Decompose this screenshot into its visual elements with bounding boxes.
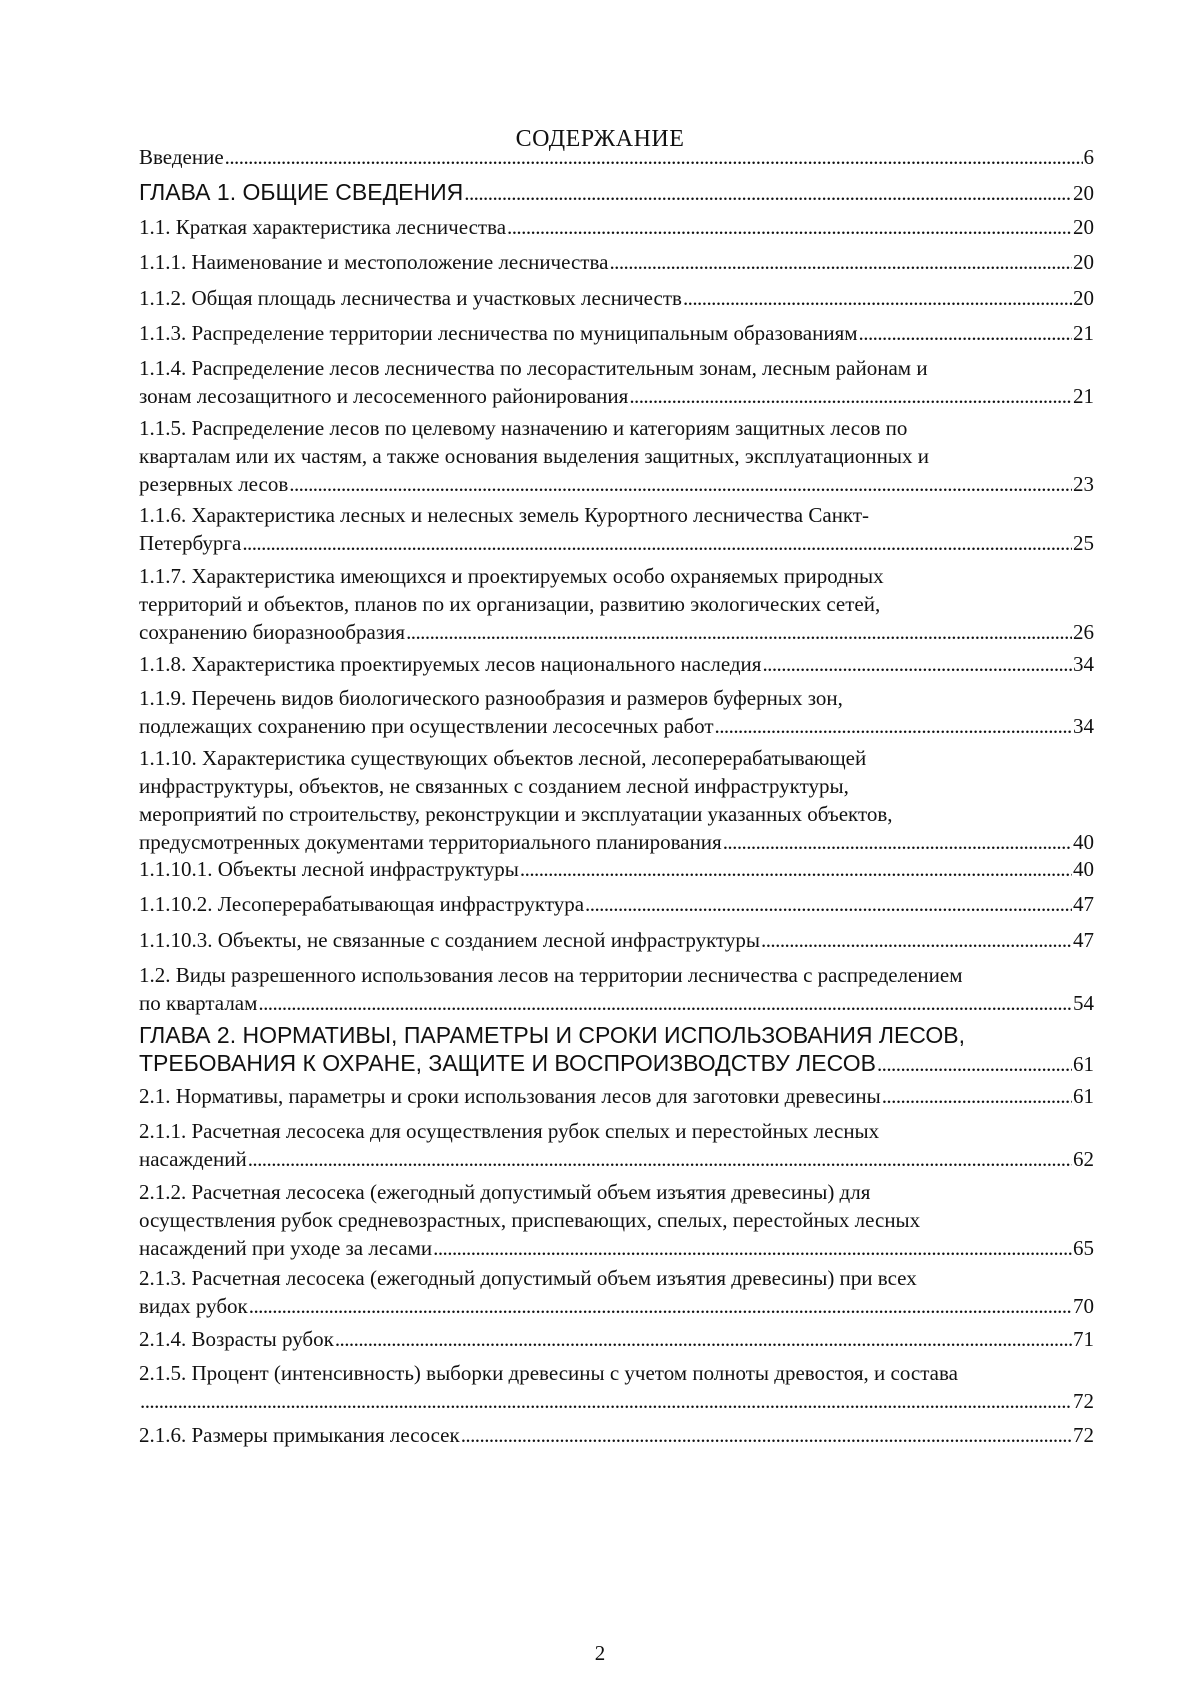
toc-entry bbox=[139, 414, 1094, 498]
toc-entry-text: 2.1.1. Расчетная лесосека для осуществления рубок спелых и перестойных лесных bbox=[139, 1119, 880, 1143]
toc-entry bbox=[139, 501, 1094, 557]
toc-entry bbox=[139, 890, 1094, 918]
toc-page-number: 47 bbox=[1073, 928, 1094, 952]
toc-entry-text: 1.1.10.3. Объекты, не связанные с созданием лесной инфраструктуры bbox=[139, 928, 761, 952]
toc-title: СОДЕРЖАНИЕ bbox=[515, 126, 685, 152]
toc-page-number: 34 bbox=[1073, 652, 1094, 676]
toc-entry bbox=[139, 213, 1094, 241]
dot-leader bbox=[225, 143, 1083, 171]
toc-entry bbox=[139, 1082, 1094, 1110]
toc-entry-text: сохранению биоразнообразия bbox=[139, 620, 406, 644]
toc-entry-text: 1.1.9. Перечень видов биологического разнообразия и размеров буферных зон, bbox=[139, 686, 843, 710]
toc-page-number: 20 bbox=[1073, 215, 1094, 239]
toc-entry-text: инфраструктуры, объектов, не связанных с созданием лесной инфраструктуры, bbox=[139, 774, 849, 798]
toc-entry bbox=[139, 1021, 1094, 1078]
dot-leader bbox=[461, 1421, 1072, 1449]
toc-entry-text: резервных лесов bbox=[139, 472, 289, 496]
toc-entry-text: территорий и объектов, планов по их организации, развитию экологических сетей, bbox=[139, 592, 881, 616]
toc-entry-leader-row bbox=[139, 890, 1094, 918]
toc-entry bbox=[139, 354, 1094, 410]
dot-leader bbox=[629, 382, 1072, 410]
toc-entry-text: 1.1.7. Характеристика имеющихся и проектируемых особо охраняемых природных bbox=[139, 564, 884, 588]
dot-leader bbox=[882, 1082, 1072, 1110]
toc-entry-text: ГЛАВА 2. НОРМАТИВЫ, ПАРАМЕТРЫ И СРОКИ ИСПОЛЬЗОВАНИЯ ЛЕСОВ, bbox=[139, 1022, 966, 1048]
toc-entry bbox=[139, 178, 1094, 207]
toc-entry-text: подлежащих сохранению при осуществлении лесосечных работ bbox=[139, 714, 714, 738]
dot-leader bbox=[406, 618, 1072, 646]
toc-page-number: 61 bbox=[1073, 1052, 1094, 1076]
toc-page-number: 23 bbox=[1073, 472, 1094, 496]
toc-entry bbox=[139, 562, 1094, 646]
toc-entry-text: 1.1.10.1. Объекты лесной инфраструктуры bbox=[139, 857, 519, 881]
toc-entry-text: 1.1.5. Распределение лесов по целевому назначению и категориям защитных лесов по bbox=[139, 416, 908, 440]
toc-entry-leader-row bbox=[139, 618, 1094, 646]
toc-entry bbox=[139, 319, 1094, 347]
dot-leader bbox=[683, 284, 1072, 312]
toc-entry-text: предусмотренных документами территориального планирования bbox=[139, 830, 722, 854]
dot-leader bbox=[464, 179, 1072, 207]
toc-entry-leader-row bbox=[139, 1234, 1094, 1262]
toc-entry-leader-row bbox=[139, 650, 1094, 678]
toc-entry-leader-row bbox=[139, 855, 1094, 883]
toc-entry-text: 1.1.6. Характеристика лесных и нелесных земель Курортного лесничества Санкт- bbox=[139, 503, 870, 527]
toc-entry bbox=[139, 1359, 1094, 1415]
toc-entry bbox=[139, 143, 1094, 171]
dot-leader bbox=[242, 529, 1072, 557]
toc-entry bbox=[139, 284, 1094, 312]
toc-entry-text: ТРЕБОВАНИЯ К ОХРАНЕ, ЗАЩИТЕ И ВОСПРОИЗВОДСТВУ ЛЕСОВ bbox=[139, 1050, 876, 1076]
toc-entry-leader-row bbox=[139, 828, 1094, 856]
toc-entry-leader-row bbox=[139, 989, 1094, 1017]
toc-entry-text: осуществления рубок средневозрастных, приспевающих, спелых, перестойных лесных bbox=[139, 1208, 921, 1232]
toc-entry-leader-row bbox=[139, 1292, 1094, 1320]
dot-leader bbox=[723, 828, 1072, 856]
toc-page-number: 40 bbox=[1073, 830, 1094, 854]
toc-entry-text: 1.1.1. Наименование и местоположение лесничества bbox=[139, 250, 609, 274]
dot-leader bbox=[877, 1050, 1072, 1078]
toc-entry bbox=[139, 1264, 1094, 1320]
toc-entry-text: 1.2. Виды разрешенного использования лесов на территории лесничества с распределением bbox=[139, 963, 963, 987]
toc-page-number: 70 bbox=[1073, 1294, 1094, 1318]
dot-leader bbox=[140, 1387, 1072, 1415]
toc-entry-leader-row bbox=[139, 712, 1094, 740]
toc-entry bbox=[139, 684, 1094, 740]
toc-entry-text: видах рубок bbox=[139, 1294, 248, 1318]
toc-page-number: 72 bbox=[1073, 1389, 1094, 1413]
toc-entry-text: 1.1.3. Распределение территории лесничества по муниципальным образованиям bbox=[139, 321, 858, 345]
dot-leader bbox=[507, 213, 1072, 241]
toc-entry-text: 1.1.10.2. Лесоперерабатывающая инфраструктура bbox=[139, 892, 585, 916]
toc-page-number: 21 bbox=[1073, 384, 1094, 408]
dot-leader bbox=[585, 890, 1072, 918]
toc-entry-text: Петербурга bbox=[139, 531, 242, 555]
toc-entry-text: кварталам или их частям, а также основания выделения защитных, эксплуатационных и bbox=[139, 444, 929, 468]
toc-entry-leader-row bbox=[139, 284, 1094, 312]
toc-entry bbox=[139, 1117, 1094, 1173]
toc-entry-leader-row bbox=[139, 1145, 1094, 1173]
toc-page-number: 47 bbox=[1073, 892, 1094, 916]
toc-page-number: 20 bbox=[1073, 250, 1094, 274]
toc-page-number: 54 bbox=[1073, 991, 1094, 1015]
toc-entry-text: 1.1.8. Характеристика проектируемых лесов национального наследия bbox=[139, 652, 762, 676]
toc-entry bbox=[139, 1325, 1094, 1353]
toc-entry-text: ГЛАВА 1. ОБЩИЕ СВЕДЕНИЯ bbox=[139, 179, 464, 205]
dot-leader bbox=[762, 650, 1072, 678]
toc-page-number: 20 bbox=[1073, 286, 1094, 310]
toc-page-number: 21 bbox=[1073, 321, 1094, 345]
toc-entry bbox=[139, 1178, 1094, 1262]
toc-entry-text: по кварталам bbox=[139, 991, 258, 1015]
toc-entry-leader-row bbox=[139, 470, 1094, 498]
toc-entry-leader-row bbox=[139, 248, 1094, 276]
toc-page-number: 26 bbox=[1073, 620, 1094, 644]
dot-leader bbox=[433, 1234, 1072, 1262]
dot-leader bbox=[335, 1325, 1072, 1353]
toc-entry-text: 2.1.5. Процент (интенсивность) выборки древесины с учетом полноты древостоя, и состава bbox=[139, 1361, 958, 1385]
toc-page-number: 20 bbox=[1073, 181, 1094, 205]
toc-page-number: 65 bbox=[1073, 1236, 1094, 1260]
toc-page-number: 61 bbox=[1073, 1084, 1094, 1108]
toc-entry bbox=[139, 855, 1094, 883]
toc-entry-leader-row bbox=[139, 213, 1094, 241]
toc-page-number: 25 bbox=[1073, 531, 1094, 555]
page-number: 2 bbox=[594, 1641, 606, 1665]
dot-leader bbox=[520, 855, 1072, 883]
toc-entry-text: 2.1. Нормативы, параметры и сроки использования лесов для заготовки древесины bbox=[139, 1084, 881, 1108]
toc-entry bbox=[139, 744, 1094, 856]
toc-entry-leader-row bbox=[139, 1421, 1094, 1449]
toc-entry-text: 1.1. Краткая характеристика лесничества bbox=[139, 215, 507, 239]
toc-entry-text: 1.1.2. Общая площадь лесничества и участковых лесничеств bbox=[139, 286, 682, 310]
toc-page-number: 62 bbox=[1073, 1147, 1094, 1171]
toc-entry-leader-row bbox=[139, 319, 1094, 347]
toc-page-number: 6 bbox=[1083, 145, 1094, 169]
toc-entry-leader-row bbox=[139, 382, 1094, 410]
dot-leader bbox=[609, 248, 1072, 276]
dot-leader bbox=[859, 319, 1072, 347]
toc-entry-text: насаждений bbox=[139, 1147, 247, 1171]
dot-leader bbox=[248, 1145, 1072, 1173]
toc-page-number: 71 bbox=[1073, 1327, 1094, 1351]
toc-entry bbox=[139, 650, 1094, 678]
toc-entry-text: мероприятий по строительству, реконструкции и эксплуатации указанных объектов, bbox=[139, 802, 893, 826]
dot-leader bbox=[289, 470, 1072, 498]
toc-entry-text: Введение bbox=[139, 145, 224, 169]
toc-entry bbox=[139, 1421, 1094, 1449]
toc-page-number: 40 bbox=[1073, 857, 1094, 881]
toc-entry-text: 2.1.6. Размеры примыкания лесосек bbox=[139, 1423, 460, 1447]
toc-entry-text: 2.1.4. Возрасты рубок bbox=[139, 1327, 334, 1351]
toc-entry-text: насаждений при уходе за лесами bbox=[139, 1236, 433, 1260]
dot-leader bbox=[715, 712, 1072, 740]
toc-page-number: 34 bbox=[1073, 714, 1094, 738]
toc-entry-leader-row bbox=[139, 143, 1094, 171]
toc-entry bbox=[139, 926, 1094, 954]
toc-entry-text: 1.1.10. Характеристика существующих объектов лесной, лесоперерабатывающей bbox=[139, 746, 867, 770]
toc-page-number: 72 bbox=[1073, 1423, 1094, 1447]
toc-entry-leader-row bbox=[139, 1387, 1094, 1415]
toc-entry-leader-row bbox=[139, 178, 1094, 207]
toc-entry bbox=[139, 961, 1094, 1017]
toc-entry-text: 1.1.4. Распределение лесов лесничества по лесорастительным зонам, лесным районам и bbox=[139, 356, 928, 380]
toc-entry-text: 2.1.3. Расчетная лесосека (ежегодный допустимый объем изъятия древесины) при всех bbox=[139, 1266, 917, 1290]
dot-leader bbox=[258, 989, 1072, 1017]
toc-entry-leader-row bbox=[139, 529, 1094, 557]
toc-entry bbox=[139, 248, 1094, 276]
toc-entry-leader-row bbox=[139, 1325, 1094, 1353]
dot-leader bbox=[761, 926, 1072, 954]
toc-entry-text: 2.1.2. Расчетная лесосека (ежегодный допустимый объем изъятия древесины) для bbox=[139, 1180, 871, 1204]
toc-entry-text: зонам лесозащитного и лесосеменного районирования bbox=[139, 384, 629, 408]
dot-leader bbox=[249, 1292, 1072, 1320]
toc-entry-leader-row bbox=[139, 1049, 1094, 1078]
toc-entry-leader-row bbox=[139, 926, 1094, 954]
toc-entry-leader-row bbox=[139, 1082, 1094, 1110]
